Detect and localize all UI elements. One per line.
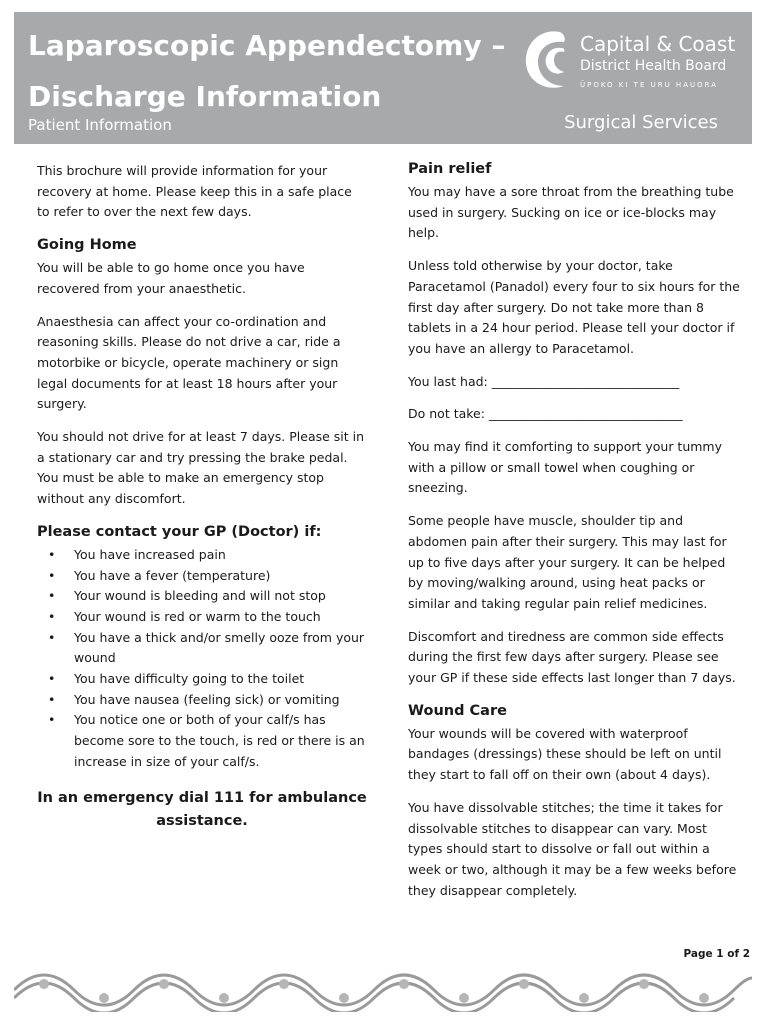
pain-relief-paragraph: Some people have muscle, shoulder tip and abdomen pain after their surgery. This may last for up to five days after your surgery. It can be helped by moving/walking around, using heat packs or similar and taking regular pain relief medicines. xyxy=(408,513,727,611)
maori-koru-pattern xyxy=(14,968,752,1012)
list-item: • You have nausea (feeling sick) or vomiting xyxy=(37,690,367,711)
contact-gp-heading: Please contact your GP (Doctor) if: xyxy=(37,523,322,540)
left-column xyxy=(37,161,367,833)
list-item: • You have difficulty going to the toilet xyxy=(37,669,367,690)
wound-care-paragraph: Your wounds will be covered with waterproof bandages (dressings) these should be left on until they start to fall off on their own (about 4 days). xyxy=(408,725,722,783)
wound-care-heading: Wound Care xyxy=(408,702,507,719)
pain-relief-heading: Pain relief xyxy=(408,161,492,177)
going-home-paragraph: Anaesthesia can affect your co-ordination and reasoning skills. Please do not drive a car, ride a motorbike or bicycle, operate machinery or sign legal documents for at least 18 hours after your surgery. xyxy=(37,313,341,412)
list-item: • Your wound is bleeding and will not stop xyxy=(37,586,367,607)
going-home-heading: Going Home xyxy=(37,237,137,254)
intro-paragraph: This brochure will provide information for your recovery at home. Please keep this in a safe place to refer to over the next few days. xyxy=(37,163,352,220)
pain-relief-paragraph: Unless told otherwise by your doctor, take Paracetamol (Panadol) every four to six hours for the first day after surgery. Do not take more than 8 tablets in a 24 hour period. Please tell your doctor if you have an allergy to Paracetamol. xyxy=(408,258,740,356)
page-subtitle: Patient Information xyxy=(28,116,172,134)
wave-swirl-icon xyxy=(520,26,574,94)
list-item: • You have a thick and/or smelly ooze from your wound xyxy=(37,628,367,669)
logo-tagline: ŪPOKO KI TE URU HAUORA xyxy=(580,81,718,89)
header-banner xyxy=(14,12,752,144)
department-label: Surgical Services xyxy=(564,112,718,133)
pain-relief-paragraph: Discomfort and tiredness are common side effects during the first few days after surgery. Please see your GP if these side effects last longer than 7 days. xyxy=(408,628,736,686)
logo-name: Capital & Coast xyxy=(580,32,736,56)
pain-relief-paragraph: You may have a sore throat from the breathing tube used in surgery. Sucking on ice or ice-blocks may help. xyxy=(408,184,734,241)
dhb-logo xyxy=(520,26,740,96)
emergency-notice: In an emergency dial 111 for ambulance assistance. xyxy=(37,789,367,829)
page-number: Page 1 of 2 xyxy=(683,948,750,960)
list-item: • You notice one or both of your calf/s has become sore to the touch, is red or there is an increase in size of your calf/s. xyxy=(37,710,367,772)
pain-relief-paragraph: You may find it comforting to support your tummy with a pillow or small towel when coughing or sneezing. xyxy=(408,439,723,496)
wound-care-paragraph: You have dissolvable stitches; the time it takes for dissolvable stitches to disappear can vary. Most types should start to dissolve or fall out within a week or two, although it may be a few weeks before they disappear completely. xyxy=(408,799,737,898)
contact-gp-list xyxy=(37,545,367,773)
page-title: Laparoscopic Appendectomy – Discharge Information xyxy=(28,29,506,113)
list-item: • Your wound is red or warm to the touch xyxy=(37,607,367,628)
do-not-take-field: Do not take: _______________________________ xyxy=(408,406,683,422)
list-item: • You have a fever (temperature) xyxy=(37,566,367,587)
last-dose-field: You last had: ______________________________ xyxy=(408,373,680,389)
logo-subname: District Health Board xyxy=(580,58,727,74)
going-home-paragraph: You will be able to go home once you have recovered from your anaesthetic. xyxy=(37,260,305,296)
list-item: • You have increased pain xyxy=(37,545,367,566)
right-column xyxy=(408,157,742,913)
going-home-paragraph: You should not drive for at least 7 days. Please sit in a stationary car and try pressing the brake pedal. You must be able to make an emergency stop without any discomfort. xyxy=(37,429,365,507)
